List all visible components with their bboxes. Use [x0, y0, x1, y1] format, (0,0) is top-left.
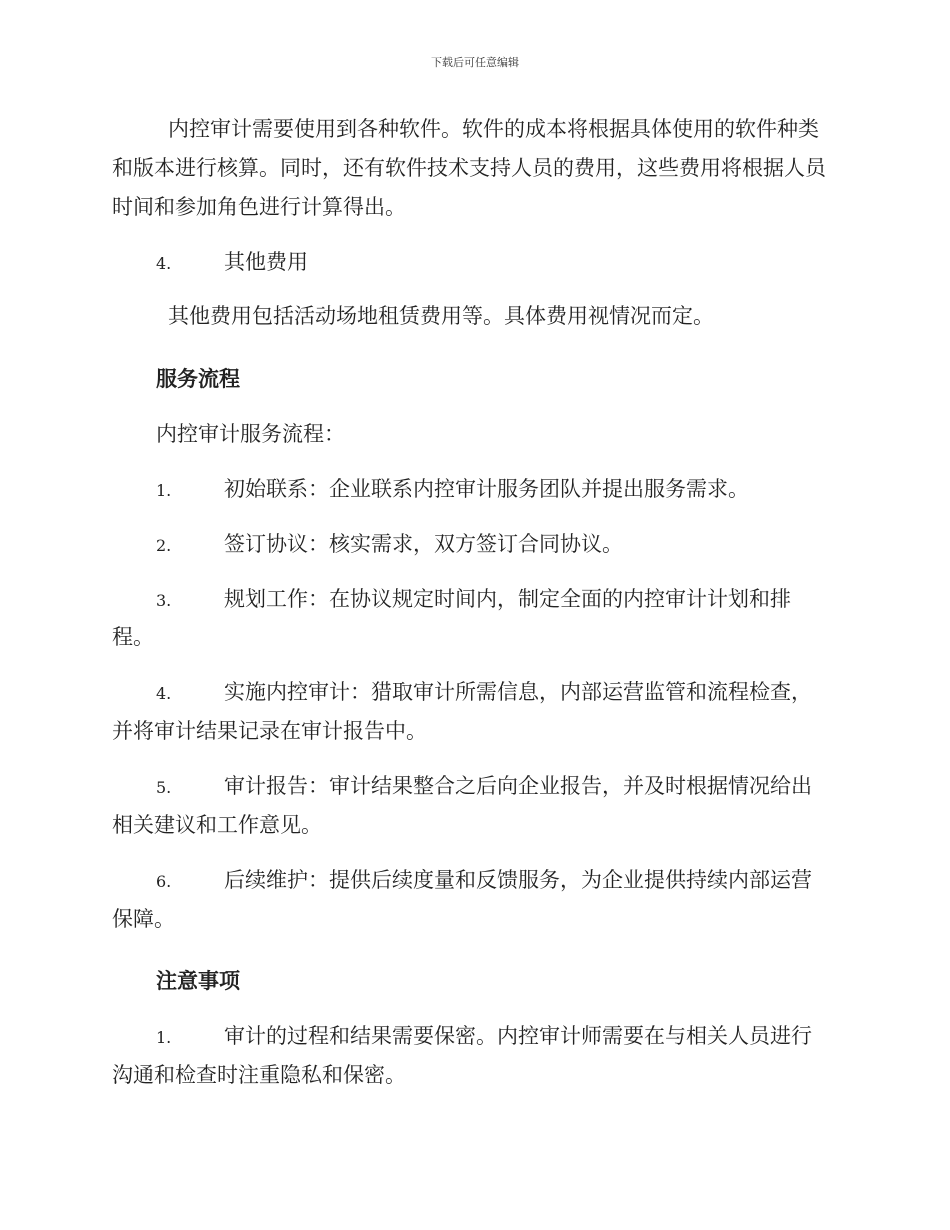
- list-number: 4.: [156, 253, 172, 273]
- list-item-text: 规划工作：在协议规定时间内，制定全面的内控审计计划和排程。: [112, 586, 791, 650]
- list-item: [112, 525, 832, 564]
- document-body: [112, 110, 832, 1095]
- list-number: 5.: [156, 777, 172, 797]
- list-number: 3.: [156, 590, 172, 610]
- service-process-heading: 服务流程: [156, 366, 240, 392]
- page-header: 下载后可任意编辑: [431, 56, 519, 69]
- list-item: [112, 580, 832, 658]
- list-number: 1.: [156, 480, 172, 500]
- list-item-text: 后续维护：提供后续度量和反馈服务，为企业提供持续内部运营保障。: [112, 867, 812, 931]
- list-item-text: 签订协议：核实需求，双方签订合同协议。: [224, 531, 623, 556]
- list-number: 4.: [156, 684, 172, 704]
- list-item: [112, 767, 832, 845]
- service-process-subtitle: 内控审计服务流程：: [156, 422, 345, 447]
- notes-heading: 注意事项: [156, 968, 240, 994]
- list-item-text: 实施内控审计：猎取审计所需信息，内部运营监管和流程检查，并将审计结果记录在审计报告中。: [112, 680, 812, 744]
- list-item-text: 审计的过程和结果需要保密。内控审计师需要在与相关人员进行沟通和检查时注重隐私和保密。: [112, 1024, 812, 1088]
- list-item: [112, 1017, 832, 1095]
- list-item: [112, 470, 832, 509]
- list-number: 2.: [156, 535, 172, 555]
- other-costs-item: [112, 243, 832, 282]
- list-item-text: 初始联系：企业联系内控审计服务团队并提出服务需求。: [224, 476, 749, 501]
- list-number: 6.: [156, 871, 172, 891]
- other-costs-paragraph: 其他费用包括活动场地租赁费用等。具体费用视情况而定。: [168, 304, 714, 329]
- list-item: [112, 861, 832, 939]
- list-number: 1.: [156, 1028, 172, 1048]
- other-costs-title: 其他费用: [224, 249, 308, 274]
- list-item-text: 审计报告：审计结果整合之后向企业报告，并及时根据情况给出相关建议和工作意见。: [112, 773, 812, 837]
- intro-paragraph: 内控审计需要使用到各种软件。软件的成本将根据具体使用的软件种类和版本进行核算。同时，还有软件技术支持人员的费用，这些费用将根据人员时间和参加角色进行计算得出。: [112, 117, 826, 219]
- list-item: [112, 673, 832, 751]
